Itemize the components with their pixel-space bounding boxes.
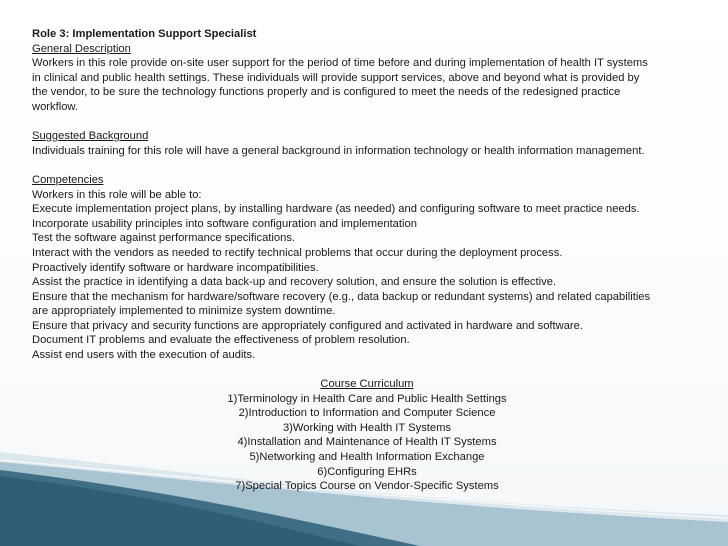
competency-line: Assist the practice in identifying a data back-up and recovery solution, and ensure the solution is effective. bbox=[32, 276, 557, 289]
curriculum-item: 7)Special Topics Course on Vendor-Specific Systems bbox=[235, 480, 499, 493]
curriculum-item: 5)Networking and Health Information Exchange bbox=[249, 450, 485, 463]
competency-line: Incorporate usability principles into software configuration and implementation bbox=[32, 217, 417, 230]
general-description-line: workflow. bbox=[32, 100, 79, 113]
competency-line: are appropriately implemented to minimize system downtime. bbox=[32, 305, 336, 318]
curriculum-item: 4)Installation and Maintenance of Health IT Systems bbox=[237, 436, 497, 449]
general-description-line: Workers in this role provide on-site user support for the period of time before and during implementation of health IT systems bbox=[32, 57, 648, 70]
competency-line: Interact with the vendors as needed to rectify technical problems that occur during the deployment process. bbox=[32, 246, 563, 259]
general-description-line: in clinical and public health settings. These individuals will provide support services, above and beyond what is provided by bbox=[32, 71, 640, 84]
spacer bbox=[32, 115, 702, 130]
competency-line: Execute implementation project plans, by installing hardware (as needed) and configuring software to meet practice needs. bbox=[32, 203, 640, 216]
competencies-heading: Competencies bbox=[32, 173, 104, 186]
curriculum-item: 3)Working with Health IT Systems bbox=[282, 421, 452, 434]
slide-content bbox=[32, 27, 702, 363]
suggested-background-heading: Suggested Background bbox=[32, 130, 149, 143]
suggested-background-text: Individuals training for this role will have a general background in information technology or health information management. bbox=[32, 144, 645, 157]
competencies-intro: Workers in this role will be able to: bbox=[32, 188, 202, 201]
general-description-heading: General Description bbox=[32, 42, 131, 55]
spacer bbox=[32, 158, 702, 173]
competency-line: Ensure that the mechanism for hardware/software recovery (e.g., data backup or redundant systems) and related capabilities bbox=[32, 290, 651, 303]
role-title: Role 3: Implementation Support Specialist bbox=[32, 28, 257, 40]
course-curriculum bbox=[32, 377, 702, 494]
curriculum-item: 6)Configuring EHRs bbox=[317, 465, 417, 478]
curriculum-item: 2)Introduction to Information and Computer Science bbox=[238, 407, 496, 420]
competency-line: Proactively identify software or hardware incompatibilities. bbox=[32, 261, 319, 274]
course-curriculum-heading: Course Curriculum bbox=[320, 378, 414, 390]
competency-line: Document IT problems and evaluate the effectiveness of problem resolution. bbox=[32, 334, 410, 347]
competency-line: Assist end users with the execution of audits. bbox=[32, 349, 256, 362]
curriculum-item: 1)Terminology in Health Care and Public Health Settings bbox=[227, 392, 507, 405]
competency-line: Ensure that privacy and security functions are appropriately configured and activated in hardware and software. bbox=[32, 319, 583, 332]
competency-line: Test the software against performance specifications. bbox=[32, 232, 296, 245]
general-description-line: the vendor, to be sure the technology functions properly and is configured to meet the needs of the redesigned practice bbox=[32, 86, 621, 99]
